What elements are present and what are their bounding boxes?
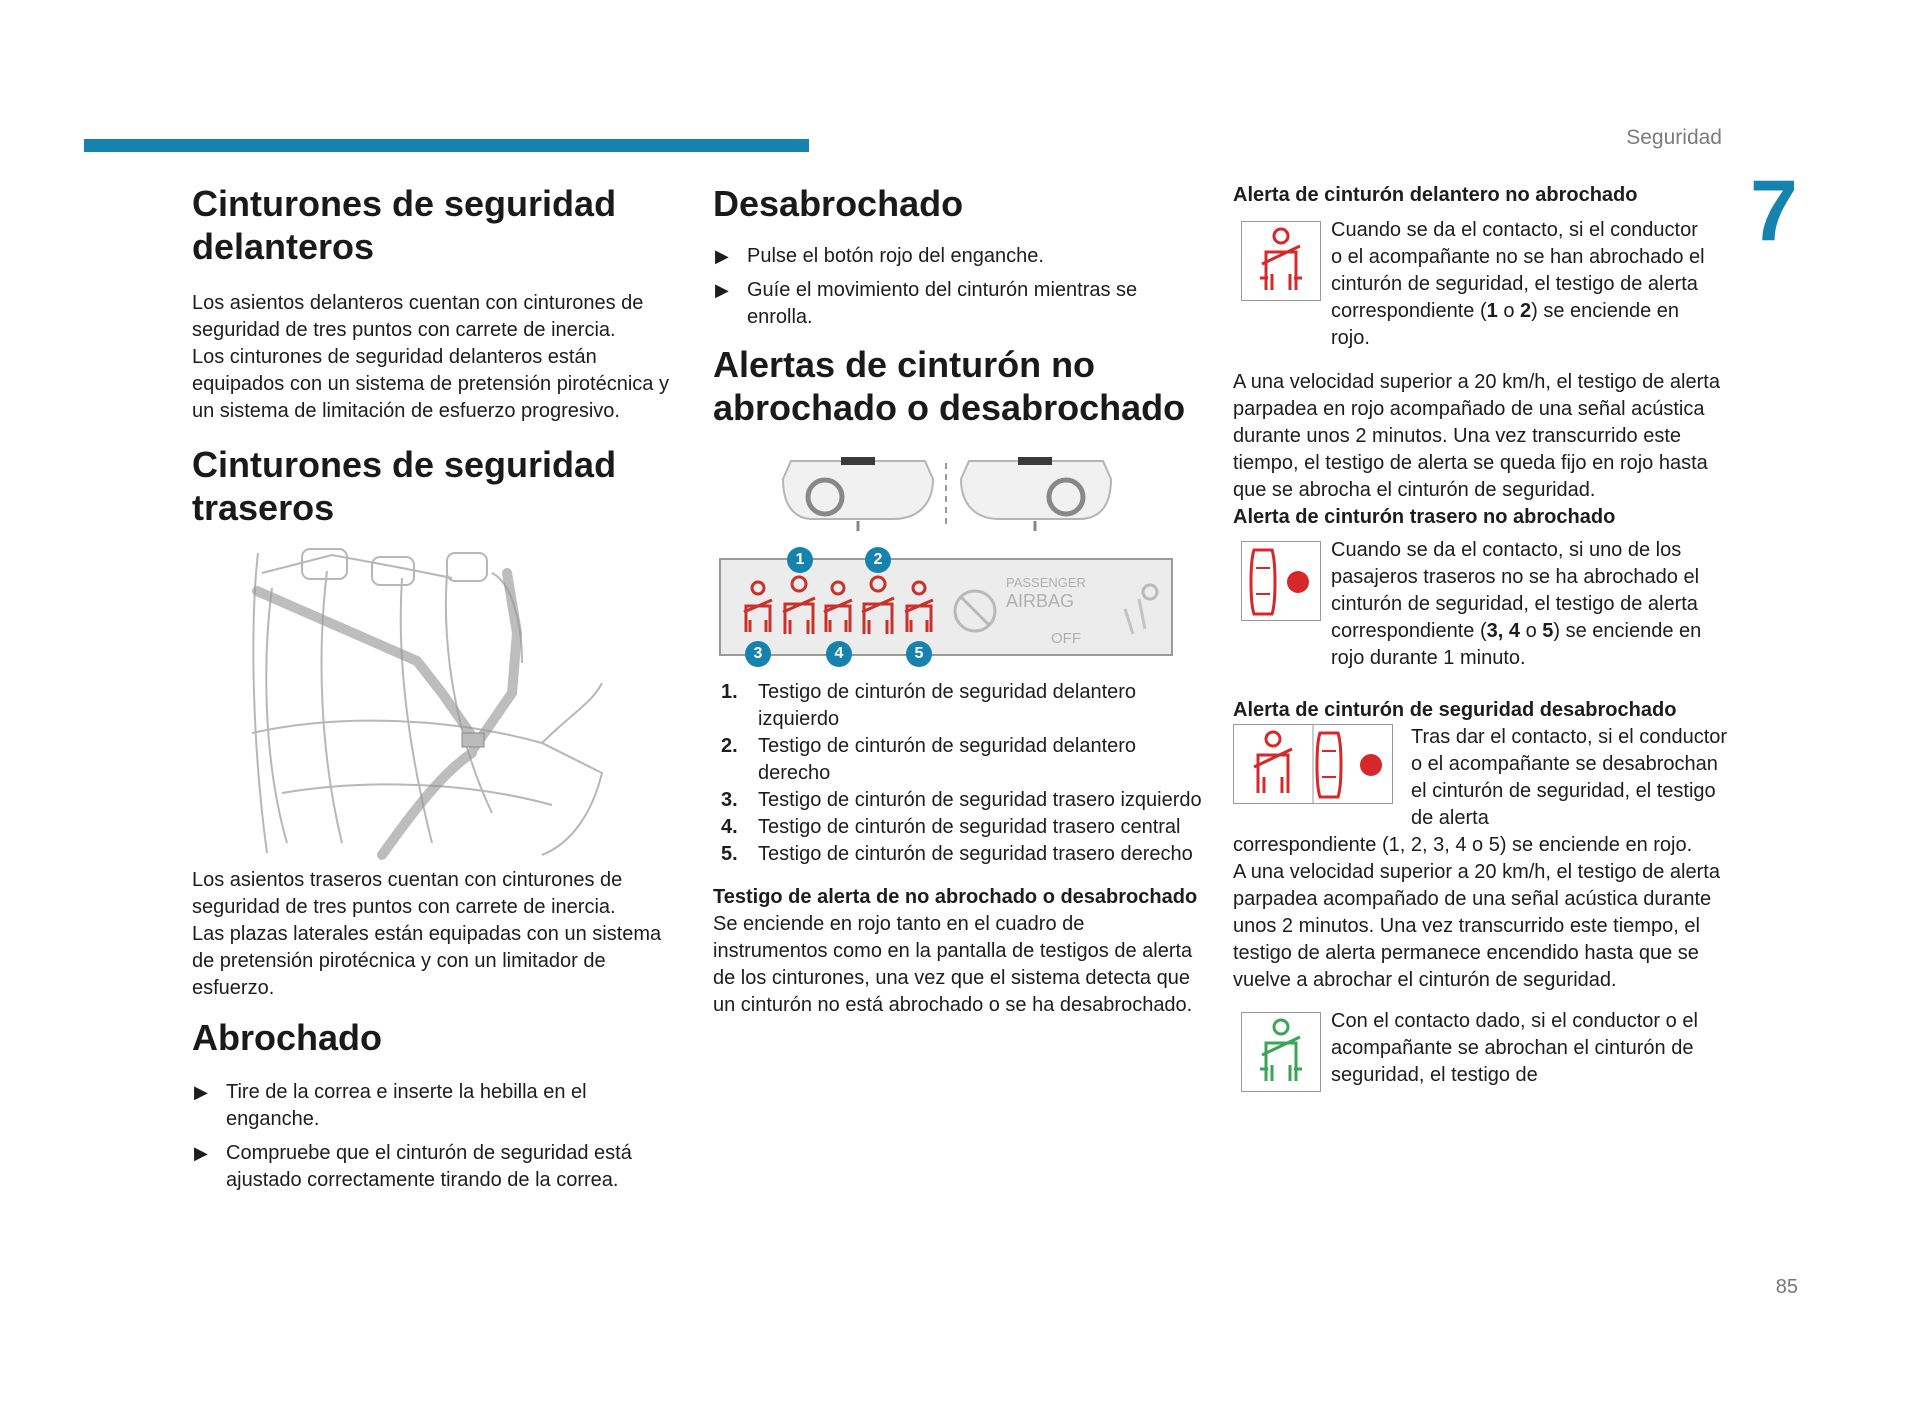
- front-alert-block: [1233, 217, 1733, 359]
- arrow-icon: ▶: [715, 246, 729, 266]
- warning-light-text: Se enciende en rojo tanto en el cuadro de instrumentos como en la pantalla de testigos de alerta de los cinturones, una vez que el sistema detecta que un cinturón no está abrochado o se ha desabrochado.: [713, 913, 1193, 1016]
- unfastened-icons: [1233, 724, 1393, 804]
- section-label: Seguridad: [1626, 126, 1722, 149]
- passenger-label: PASSENGER: [1006, 575, 1086, 590]
- unfastened-alert-text-2: correspondiente (1, 2, 3, 4 o 5) se enciende en rojo.: [1233, 834, 1693, 856]
- front-alert-text: Cuando se da el contacto, si el conductor o el acompañante no se han abrochado el cinturón de seguridad, el testigo de alerta correspondiente (1 o 2) se enciende en rojo.: [1331, 219, 1705, 349]
- indicator-badge: 5: [906, 641, 932, 667]
- column-2: [713, 182, 1203, 1019]
- rear-alert-text: Cuando se da el contacto, si uno de los pasajeros traseros no se ha abrochado el cinturón de seguridad, el testigo de alerta correspondiente (3, 4 o 5) se enciende en rojo durante 1 minuto.: [1331, 539, 1702, 669]
- legend-item: 3. Testigo de cinturón de seguridad trasero izquierdo: [721, 789, 1202, 811]
- heading-front-belts: Cinturones de seguridad delanteros: [192, 183, 617, 267]
- unfasten-step: ▶ Guíe el movimiento del cinturón mientras se enrolla.: [715, 279, 1138, 328]
- seatbelt-red-icon: [1241, 221, 1321, 301]
- unfasten-step: ▶ Pulse el botón rojo del enganche.: [713, 243, 1203, 270]
- off-label: OFF: [1051, 630, 1081, 647]
- dashboard-schematic: [713, 449, 1178, 679]
- unfastened-speed-text: A una velocidad superior a 20 km/h, el testigo de alerta parpadea acompañado de una señal acústica durante unos 2 minutos. Una vez transcurrido este tiempo, el testigo de alerta permanece encendido hasta que se vuelve a abrochar el cinturón de seguridad.: [1233, 861, 1720, 991]
- legend-item: 4. Testigo de cinturón de seguridad trasero central: [721, 816, 1181, 838]
- fasten-step: ▶ Tire de la correa e inserte la hebilla en el enganche.: [194, 1081, 587, 1130]
- fasten-steps: [192, 1079, 682, 1194]
- rear-seat-illustration: [192, 543, 632, 861]
- chapter-number: 7: [1750, 163, 1798, 259]
- chapter-color-bar: [84, 139, 809, 152]
- indicator-badge: 1: [787, 547, 813, 573]
- front-speed-text: A una velocidad superior a 20 km/h, el testigo de alerta parpadea en rojo acompañado de una señal acústica durante unos 2 minutos. Una vez transcurrido este tiempo, el testigo de alerta se queda fijo en rojo hasta que se abrocha el cinturón de seguridad.: [1233, 371, 1720, 501]
- front-alert-title: Alerta de cinturón delantero no abrochado: [1233, 184, 1638, 206]
- fasten-step: ▶ Compruebe que el cinturón de seguridad está ajustado correctamente tirando de la correa.: [194, 1142, 632, 1191]
- fastened-block: [1233, 1008, 1733, 1098]
- front-belts-text: Los asientos delanteros cuentan con cinturones de seguridad de tres puntos con carrete de inercia.: [192, 292, 644, 341]
- heading-unfasten: Desabrochado: [713, 183, 964, 224]
- alert-panel-diagram: [713, 449, 1178, 679]
- arrow-icon: ▶: [715, 280, 729, 300]
- rear-alert-title: Alerta de cinturón trasero no abrochado: [1233, 506, 1616, 528]
- unfastened-alert-block: [1233, 724, 1733, 832]
- front-belts-text-2: Los cinturones de seguridad delanteros están equipados con un sistema de pretensión pirotécnica y un sistema de limitación de esfuerzo progresivo.: [192, 346, 669, 422]
- indicator-badge: 4: [826, 641, 852, 667]
- warning-light-title: Testigo de alerta de no abrochado o desabrochado: [713, 886, 1198, 908]
- rear-belts-text: Los asientos traseros cuentan con cinturones de seguridad de tres puntos con carrete de inercia.: [192, 869, 623, 918]
- unfastened-alert-title: Alerta de cinturón de seguridad desabrochado: [1233, 699, 1677, 721]
- indicator-badge: 3: [745, 641, 771, 667]
- rear-seat-red-icon: [1241, 541, 1321, 621]
- column-1: [192, 182, 682, 1201]
- legend-item: 2. Testigo de cinturón de seguridad delantero derecho: [721, 735, 1137, 784]
- page-number: 85: [1775, 1276, 1798, 1298]
- legend-item: 5. Testigo de cinturón de seguridad trasero derecho: [721, 843, 1193, 865]
- rear-seat-drawing: [192, 543, 632, 861]
- arrow-icon: ▶: [194, 1143, 208, 1163]
- unfasten-steps: [713, 243, 1203, 331]
- airbag-label: AIRBAG: [1006, 591, 1075, 611]
- rear-alert-block: [1233, 537, 1733, 685]
- unfastened-alert-text: Tras dar el contacto, si el conductor o el acompañante se desabrochan el cinturón de seguridad, el testigo de alerta: [1411, 726, 1728, 829]
- heading-fasten: Abrochado: [192, 1017, 383, 1058]
- heading-alerts: Alertas de cinturón no abrochado o desabrochado: [713, 344, 1186, 428]
- column-3: [1233, 182, 1733, 1098]
- rear-belts-text-2: Las plazas laterales están equipadas con un sistema de pretensión pirotécnica y con un limitador de esfuerzo.: [192, 923, 662, 999]
- fastened-text: Con el contacto dado, si el conductor o el acompañante se abrochan el cinturón de seguridad, el testigo de: [1331, 1010, 1698, 1086]
- arrow-icon: ▶: [194, 1082, 208, 1102]
- indicator-badge: 2: [865, 547, 891, 573]
- indicator-legend: [713, 679, 1203, 868]
- legend-item: 1. Testigo de cinturón de seguridad delantero izquierdo: [721, 681, 1137, 730]
- heading-rear-belts: Cinturones de seguridad traseros: [192, 444, 617, 528]
- seatbelt-green-icon: [1241, 1012, 1321, 1092]
